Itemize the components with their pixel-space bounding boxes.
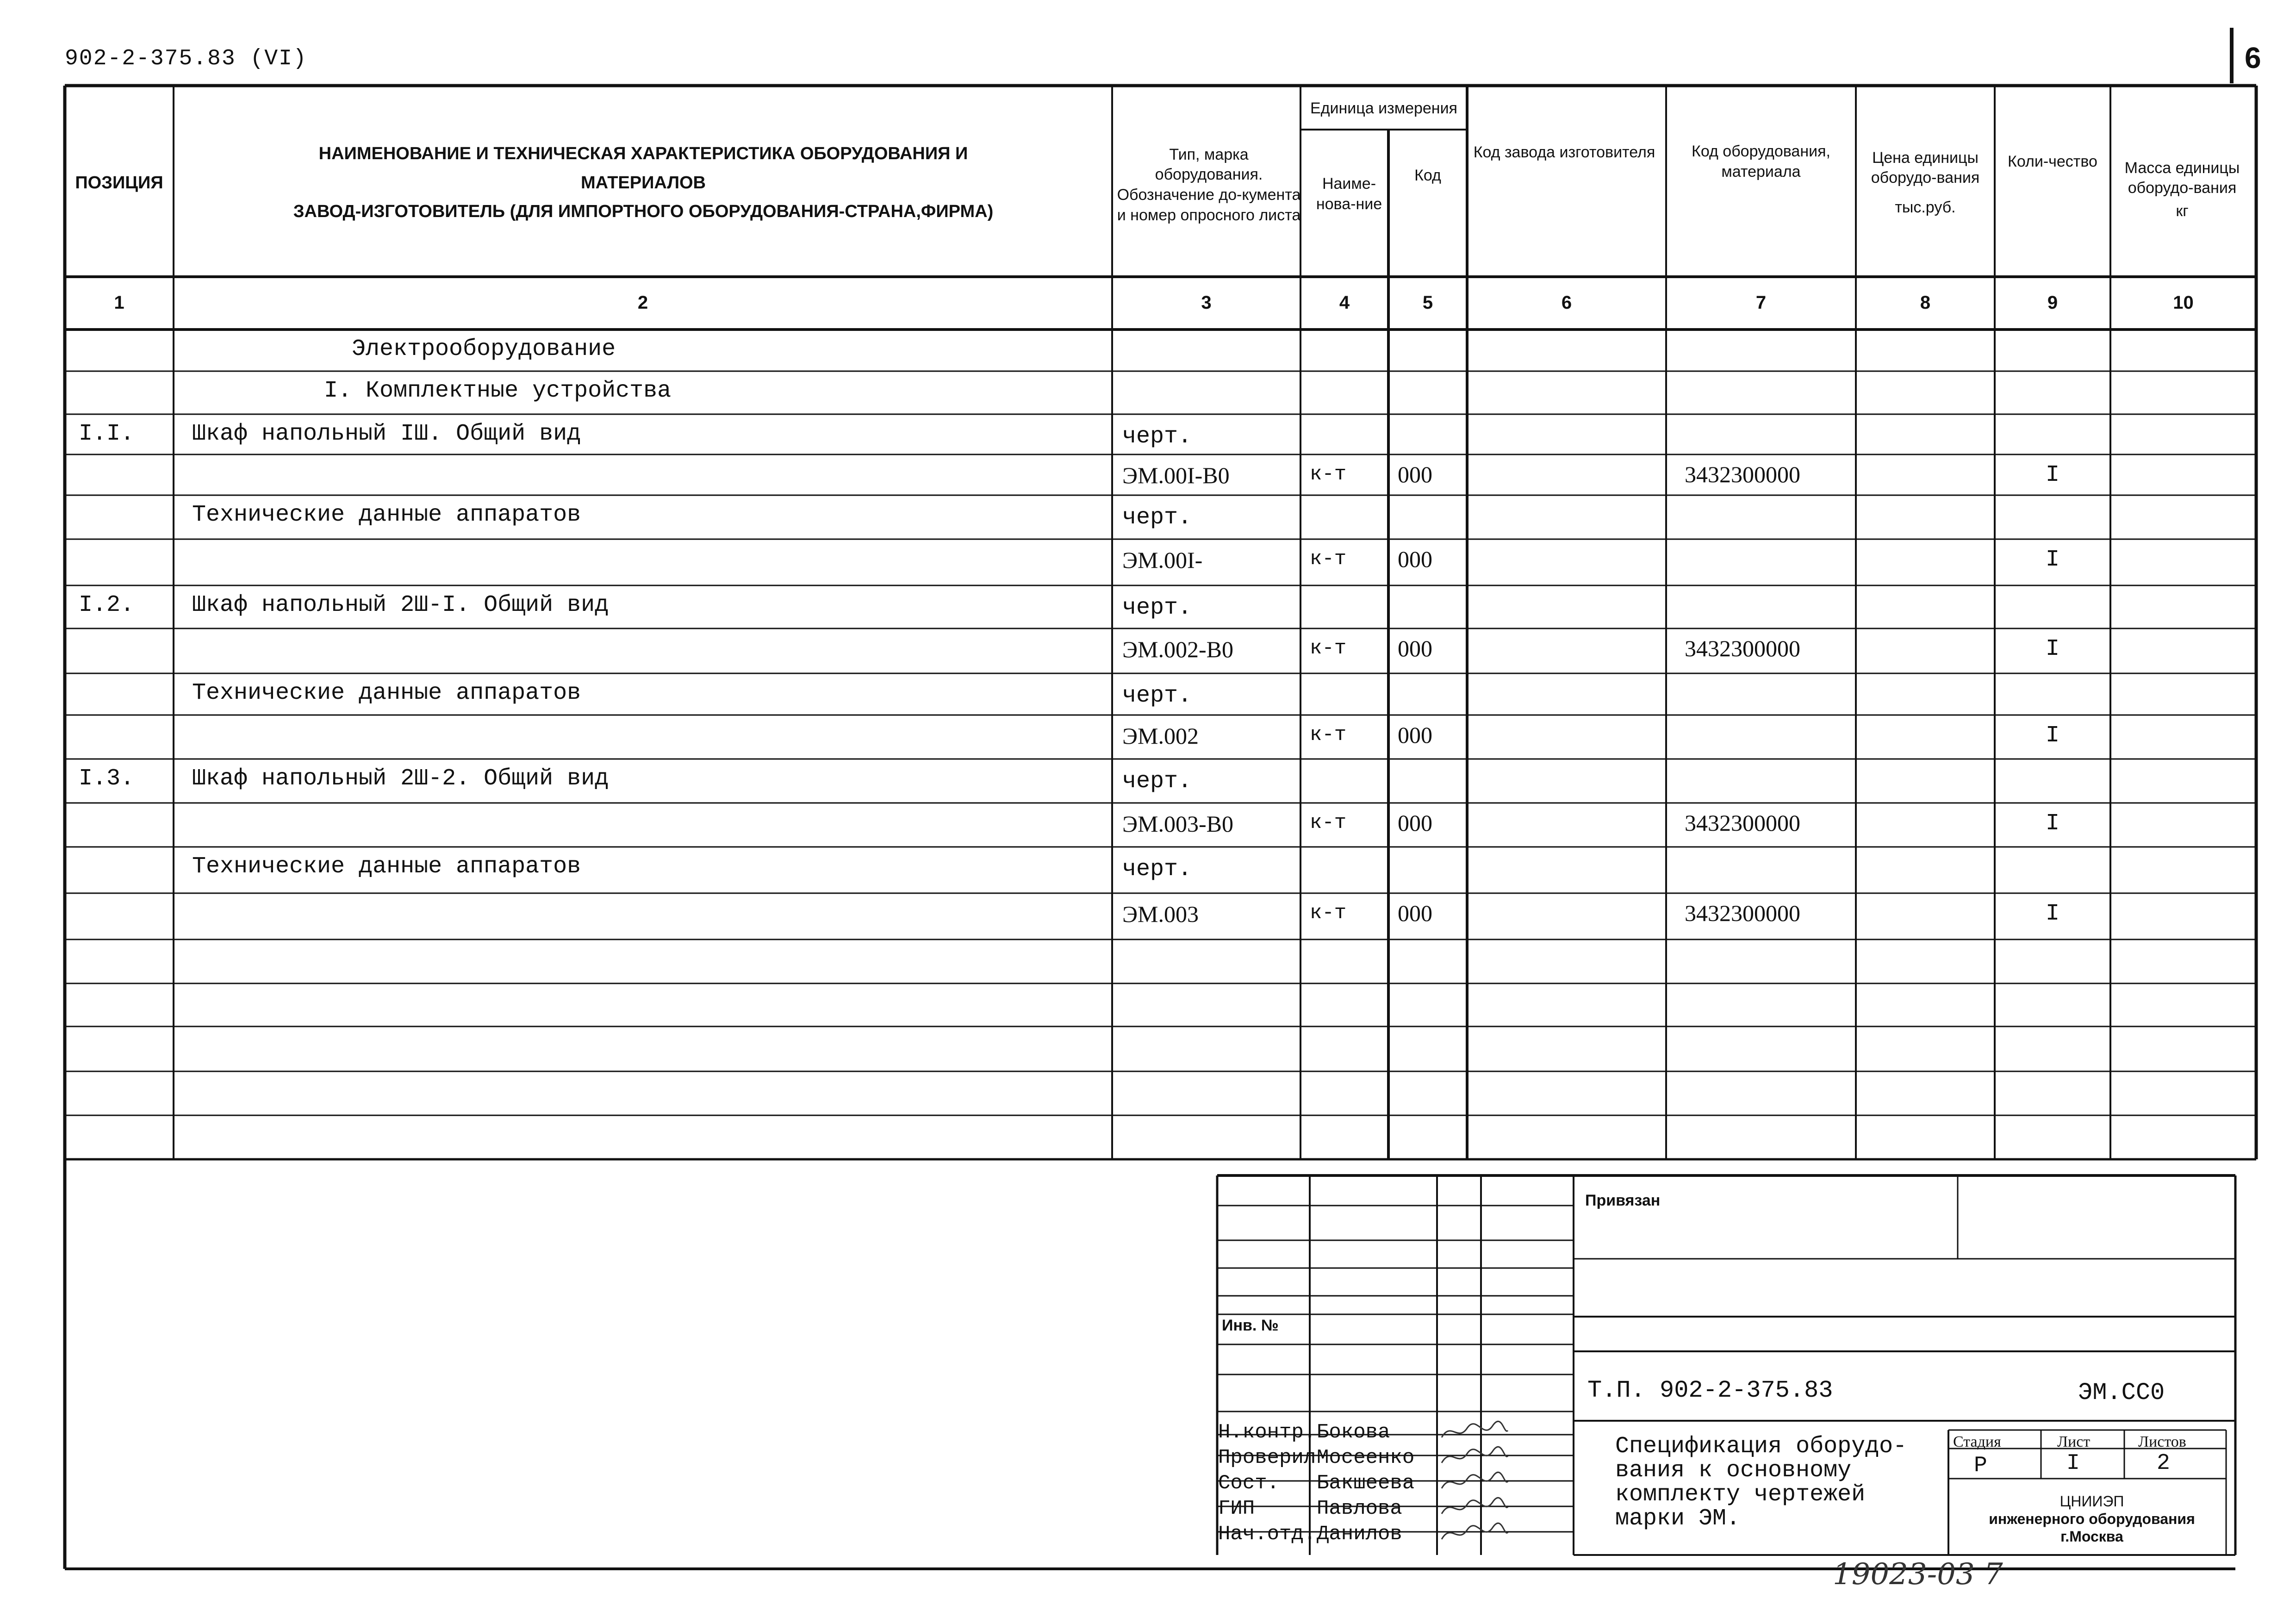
- row-equipment-code: 3432300000: [1685, 461, 1800, 487]
- signatory-role: Сост.: [1218, 1472, 1280, 1495]
- signature-scribble: [1439, 1521, 1509, 1551]
- page-number: 6: [2245, 41, 2261, 75]
- row-position: I.I.: [79, 421, 135, 447]
- signatory-name: Бакшеева: [1317, 1472, 1415, 1495]
- title-sheet-label: Лист: [2057, 1433, 2091, 1450]
- row-equipment-code: 3432300000: [1685, 900, 1800, 926]
- row-unit-name: к-т: [1310, 902, 1347, 925]
- title-description-line3: комплекту чертежей: [1615, 1481, 1866, 1508]
- header-unit-name: Наиме-нова-ние: [1316, 175, 1382, 213]
- row-name: Электрооборудование: [352, 336, 616, 362]
- header-quantity: Коли-чество: [2008, 153, 2097, 171]
- row-type-mark: черт.: [1122, 595, 1192, 621]
- row-quantity: I: [2046, 462, 2060, 488]
- title-description-line1: Спецификация оборудо-: [1615, 1433, 1907, 1460]
- header-equipment-code: Код оборудования, материала: [1692, 143, 1830, 180]
- header-mass: [2115, 125, 2249, 255]
- signatory-name: Мосеенко: [1317, 1446, 1415, 1469]
- row-unit-name: к-т: [1310, 547, 1347, 571]
- title-org-line2: инженерного оборудования: [1989, 1511, 2195, 1527]
- signatory-role: Нач.отд.: [1218, 1523, 1316, 1546]
- row-type-mark: черт.: [1122, 768, 1192, 795]
- row-position: I.3.: [79, 765, 135, 792]
- footer-handwritten-note: 19023-03 7: [1833, 1557, 2003, 1592]
- signatory-role: Проверил: [1218, 1446, 1316, 1469]
- row-unit-code: 000: [1398, 635, 1432, 661]
- header-price: [1860, 116, 1990, 250]
- header-position: ПОЗИЦИЯ: [75, 173, 163, 193]
- row-type-mark: ЭМ.00I-: [1122, 547, 1203, 573]
- signatory-role: ГИП: [1218, 1497, 1255, 1520]
- row-unit-code: 000: [1398, 461, 1432, 487]
- row-type-mark: черт.: [1122, 856, 1192, 883]
- row-type-mark: черт.: [1122, 504, 1192, 531]
- row-unit-code: 000: [1398, 722, 1432, 748]
- row-equipment-code: 3432300000: [1685, 635, 1800, 661]
- row-unit-name: к-т: [1310, 811, 1347, 834]
- sheet-code: 902-2-375.83 (VI): [65, 46, 307, 71]
- title-sheets-label: Листов: [2138, 1433, 2186, 1450]
- header-unit-code: Код: [1414, 167, 1441, 185]
- row-type-mark: черт.: [1122, 683, 1192, 709]
- column-number: 5: [1422, 292, 1433, 313]
- header-name-line2: МАТЕРИАЛОВ: [581, 173, 706, 193]
- column-number: 8: [1920, 292, 1931, 313]
- row-type-mark: черт.: [1122, 423, 1192, 450]
- row-unit-name: к-т: [1310, 637, 1347, 660]
- column-number: 9: [2047, 292, 2058, 313]
- row-type-mark: ЭМ.002: [1122, 723, 1199, 749]
- header-unit: Единица измерения: [1310, 99, 1457, 118]
- row-quantity: I: [2046, 901, 2060, 927]
- column-number: 4: [1339, 292, 1350, 313]
- row-quantity: I: [2046, 547, 2060, 573]
- row-unit-code: 000: [1398, 546, 1432, 572]
- signatory-name: Данилов: [1317, 1523, 1402, 1546]
- column-number: 2: [637, 292, 648, 313]
- row-name: Шкаф напольный 2Ш-I. Общий вид: [192, 592, 609, 618]
- header-name-line3: ЗАВОД-ИЗГОТОВИТЕЛЬ (ДЛЯ ИМПОРТНОГО ОБОРУДОВАНИЯ-СТРАНА,ФИРМА): [293, 202, 994, 222]
- title-stage-label: Стадия: [1953, 1433, 2001, 1450]
- header-name: [176, 88, 1111, 278]
- title-description: [1615, 1435, 1907, 1531]
- title-organization: [1955, 1492, 2228, 1545]
- row-quantity: I: [2046, 722, 2060, 749]
- title-sheets-value: 2: [2157, 1451, 2170, 1476]
- header-name-line1: НАИМЕНОВАНИЕ И ТЕХНИЧЕСКАЯ ХАРАКТЕРИСТИКА ОБОРУДОВАНИЯ И: [318, 144, 968, 164]
- row-equipment-code: 3432300000: [1685, 810, 1800, 836]
- column-number: 1: [114, 292, 124, 313]
- row-quantity: I: [2046, 636, 2060, 662]
- row-name: Технические данные аппаратов: [192, 680, 581, 706]
- row-name: Шкаф напольный IШ. Общий вид: [192, 421, 581, 447]
- title-inv-no-label: Инв. №: [1222, 1317, 1279, 1334]
- header-mass-label: Масса единицы оборудо-вания: [2124, 159, 2240, 197]
- signatory-name: Бокова: [1317, 1421, 1390, 1444]
- row-type-mark: ЭМ.003: [1122, 901, 1199, 927]
- title-description-line4: марки ЭМ.: [1615, 1505, 1741, 1532]
- row-name: Технические данные аппаратов: [192, 502, 581, 528]
- row-type-mark: ЭМ.002-В0: [1122, 636, 1233, 662]
- column-number: 6: [1561, 292, 1572, 313]
- title-stage-value: Р: [1974, 1453, 1987, 1478]
- row-quantity: I: [2046, 810, 2060, 837]
- header-factory-code: Код завода изготовителя: [1473, 143, 1655, 162]
- title-sheet-value: I: [2066, 1451, 2080, 1476]
- title-org-line1: ЦНИИЭП: [2060, 1493, 2124, 1510]
- column-number: 3: [1201, 292, 1212, 313]
- row-name: I. Комплектные устройства: [324, 378, 672, 404]
- row-type-mark: ЭМ.003-В0: [1122, 811, 1233, 837]
- header-mass-unit: кг: [2176, 202, 2189, 220]
- signatory-name: Павлова: [1317, 1497, 1402, 1520]
- row-name: Технические данные аппаратов: [192, 853, 581, 880]
- row-unit-code: 000: [1398, 810, 1432, 836]
- title-attached-label: Привязан: [1585, 1192, 1661, 1209]
- title-doc-code: ЭМ.СС0: [2078, 1379, 2165, 1406]
- title-description-line2: вания к основному: [1615, 1457, 1852, 1484]
- row-unit-name: к-т: [1310, 723, 1347, 746]
- column-number: 7: [1755, 292, 1767, 313]
- title-project-number: Т.П. 902-2-375.83: [1587, 1377, 1833, 1404]
- row-type-mark: ЭМ.00I-В0: [1122, 462, 1230, 488]
- header-price-label: Цена единицы оборудо-вания: [1871, 149, 1980, 187]
- row-name: Шкаф напольный 2Ш-2. Общий вид: [192, 765, 609, 792]
- row-unit-code: 000: [1398, 900, 1432, 926]
- row-unit-name: к-т: [1310, 463, 1347, 486]
- column-number: 10: [2173, 292, 2194, 313]
- row-position: I.2.: [79, 592, 135, 618]
- header-type-mark: Тип, марка оборудования. Обозначение до-кумента и номер опросного листа: [1117, 145, 1301, 224]
- signatory-role: Н.контр.: [1218, 1421, 1316, 1444]
- header-price-unit: тыс.руб.: [1895, 198, 1956, 216]
- title-org-line3: г.Москва: [2060, 1528, 2123, 1545]
